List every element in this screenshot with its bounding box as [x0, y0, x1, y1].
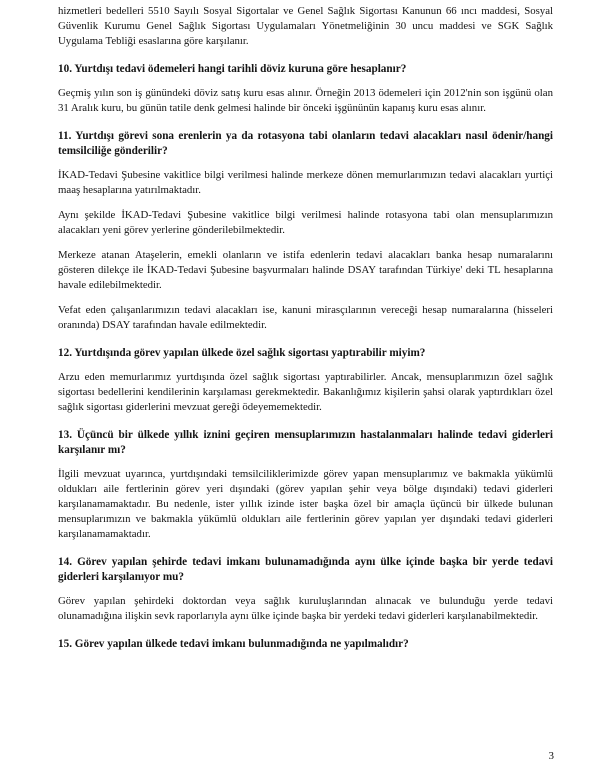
question-14-heading: 14. Görev yapılan şehirde tedavi imkanı bulunamadığında aynı ülke içinde başka bir yerde tedavi giderleri karşılanıyor mu? — [58, 556, 553, 583]
document-body — [58, 4, 553, 652]
question-11-answer-4: Vefat eden çalışanlarımızın tedavi alacakları ise, kanuni mirasçılarının vereceği hesap numaralarına (hisseleri oranında) DSAY tarafından havale edilmektedir. — [58, 304, 553, 331]
question-14-answer: Görev yapılan şehirdeki doktordan veya sağlık kuruluşlarından alınacak ve bulunduğu yerde tedavi olunamadığına ilişkin sevk raporlarıyla aynı ülke içinde başka bir yerdeki tedavi giderleri karşılanabilmektedir. — [58, 595, 553, 622]
question-12-heading: 12. Yurtdışında görev yapılan ülkede özel sağlık sigortası yaptırabilir miyim? — [58, 347, 426, 359]
question-13-answer: İlgili mevzuat uyarınca, yurtdışındaki temsilciliklerimizde görev yapan mensuplarımız ve bakmakla yükümlü oldukları aile fertlerinin görev yeri dışındaki (görev yapılan şehir veya bölge dışındaki) tedavi giderleri karşılanamamaktadır. Bu nedenle, ister yıllık izinde ister başka özel bir amaçla üçüncü bir ülkede bulunan mensuplarımızın ve bakmakla yükümlü oldukları aile fertlerinin görev yapılan yer dışındaki tedavi giderleri karşılanamamaktadır. — [58, 468, 553, 540]
question-13-heading: 13. Üçüncü bir ülkede yıllık iznini geçiren mensuplarımızın hastalanmaları halinde tedavi giderleri karşılanır mı? — [58, 429, 553, 456]
question-11-answer-3: Merkeze atanan Ataşelerin, emekli olanların ve istifa edenlerin tedavi alacakları banka hesap numaralarını gösteren dilekçe ile İKAD-Tedavi Şubesine başvurmaları halinde DSAY tarafından Türkiye' deki TL hesaplarına havale edilebilmektedir. — [58, 249, 553, 291]
question-10-answer: Geçmiş yılın son iş günündeki döviz satış kuru esas alınır. Örneğin 2013 ödemeleri için 2012'nin son işgünü olan 31 Aralık kuru, bu günün tatile denk gelmesi halinde bir önceki işgününün kapanış kuru esas alınır. — [58, 87, 553, 114]
question-12-answer: Arzu eden memurlarımız yurtdışında özel sağlık sigortası yaptırabilirler. Ancak, mensuplarımızın özel sağlık sigortası bedellerini kendilerinin karşılaması gerekmektedir. Bakanlığımız kişilerin şahsi olarak yaptırdıkları özel sağlık sigortası giderlerini mevzuat gereği ödeyememektedir. — [58, 371, 553, 413]
question-11-answer-1: İKAD-Tedavi Şubesine vakitlice bilgi verilmesi halinde merkeze dönen memurlarımızın tedavi alacakları yurtiçi maaş hesaplarına yatırılmaktadır. — [58, 169, 553, 196]
question-11-answer-2: Aynı şekilde İKAD-Tedavi Şubesine vakitlice bilgi verilmesi halinde rotasyona tabi olan mensuplarımızın alacakları yeni görev yerlerine gönderilebilmektedir. — [58, 209, 553, 236]
page-number: 3 — [548, 750, 554, 762]
question-11-heading: 11. Yurtdışı görevi sona erenlerin ya da rotasyona tabi olanların tedavi alacakları nasıl ödenir/hangi temsilciliğe gönderilir? — [58, 130, 553, 157]
question-10-heading: 10. Yurtdışı tedavi ödemeleri hangi tarihli döviz kuruna göre hesaplanır? — [58, 63, 407, 75]
intro-paragraph: hizmetleri bedelleri 5510 Sayılı Sosyal Sigortalar ve Genel Sağlık Sigortası Kanunun 66 ıncı maddesi, Sosyal Güvenlik Kurumu Genel Sağlık Sigortası Uygulamaları Yönetmeliğinin 30 uncu maddesi ve SGK Sağlık Uygulama Tebliği esaslarına göre karşılanır. — [58, 5, 553, 47]
question-15-heading: 15. Görev yapılan ülkede tedavi imkanı bulunmadığında ne yapılmalıdır? — [58, 638, 409, 650]
